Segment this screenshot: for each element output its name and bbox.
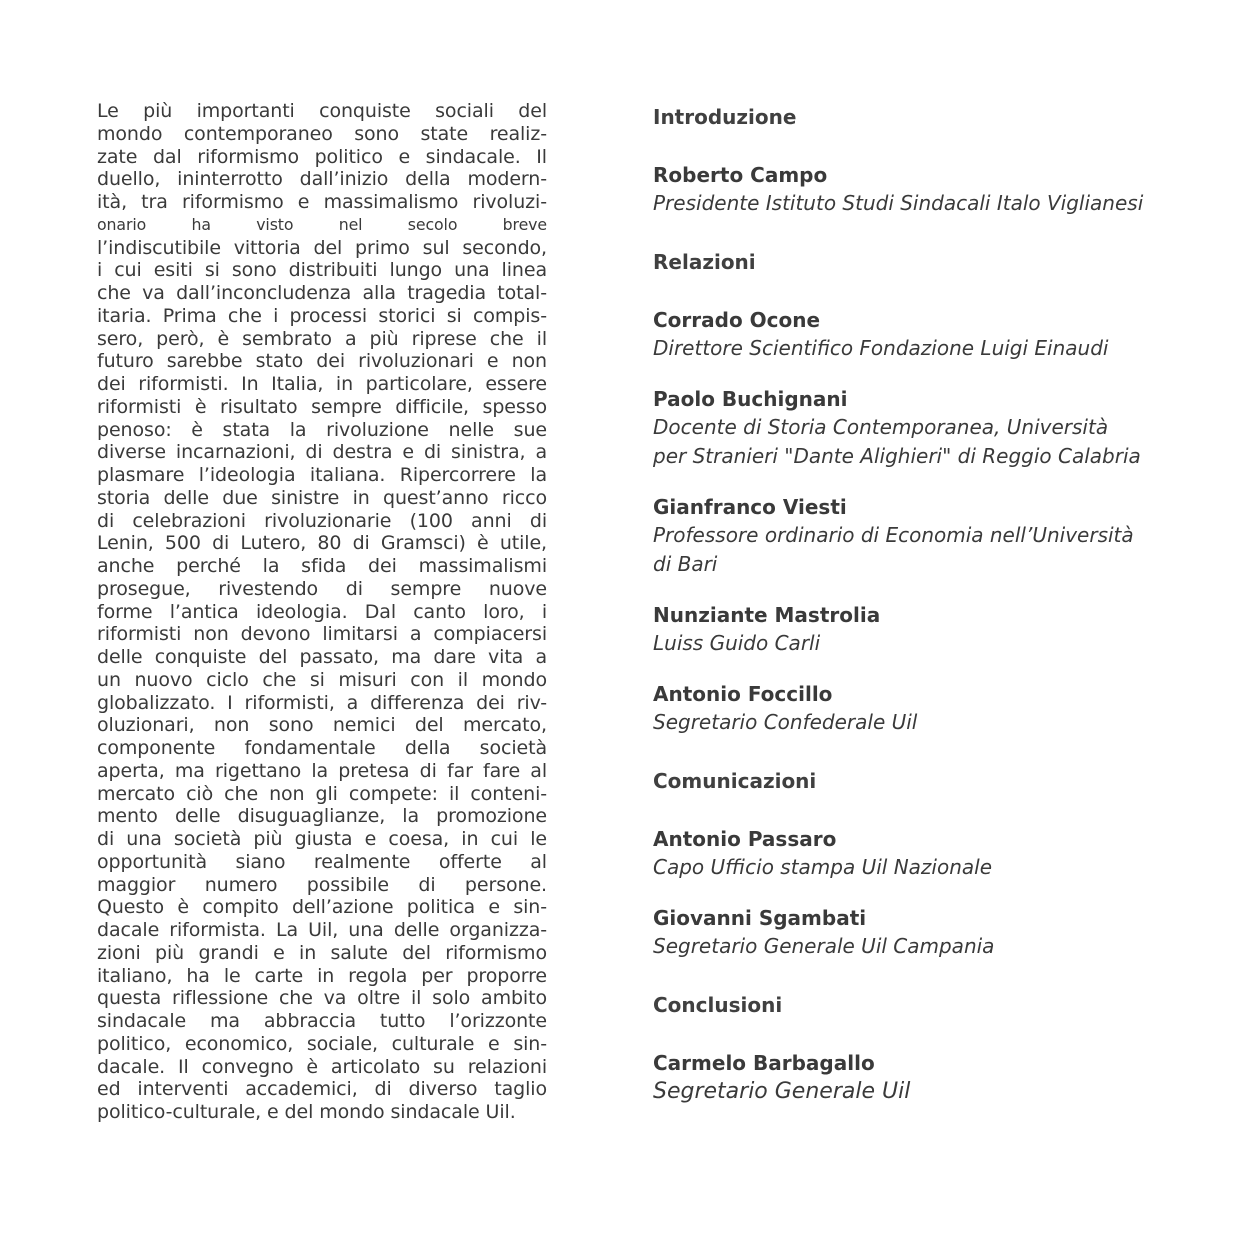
section-heading-introduzione: Introduzione xyxy=(653,105,797,129)
intro-line: che va dall’inconcludenza alla tragedia total- xyxy=(97,282,547,304)
intro-line: sero, però, è sembrato a più riprese che il xyxy=(97,327,547,350)
intro-line: politico-culturale, e del mondo sindacale Uil. xyxy=(97,1101,516,1123)
intro-line: Le più importanti conquiste sociali del xyxy=(97,100,547,122)
speaker-ocone xyxy=(653,306,1193,363)
intro-line: l’indiscutibile vittoria del primo sul secondo, xyxy=(97,236,547,259)
intro-line: mento delle disuguaglianze, la promozione xyxy=(97,805,547,828)
intro-line: anche perché la sfida dei massimalismi xyxy=(97,555,547,577)
speaker-foccillo xyxy=(653,680,1193,737)
intro-line: componente fondamentale della società xyxy=(97,737,547,759)
intro-paragraph xyxy=(97,100,547,1124)
intro-line: zate dal riformismo politico e sindacale. Il xyxy=(97,145,547,168)
intro-line: oluzionari, non sono nemici del mercato, xyxy=(97,714,547,737)
intro-line: questa riflessione che va oltre il solo ambito xyxy=(97,987,547,1010)
speaker-role: Segretario Generale Uil Campania xyxy=(653,934,995,958)
intro-line: mondo contemporaneo sono state realiz- xyxy=(97,122,547,145)
speaker-barbagallo xyxy=(653,1049,1193,1106)
intro-line: ità, tra riformismo e massimalismo rivoluzi- xyxy=(97,191,547,213)
intro-line: storia delle due sinistre in quest’anno ricco xyxy=(97,486,547,509)
intro-line: di una società più giusta e coesa, in cui le xyxy=(97,828,547,850)
speaker-name: Antonio Foccillo xyxy=(653,682,833,706)
speaker-name: Nunziante Mastrolia xyxy=(653,603,881,627)
intro-line: dei riformisti. In Italia, in particolare, essere xyxy=(97,373,547,395)
intro-line: politico, economico, sociale, culturale e sin- xyxy=(97,1032,547,1055)
intro-line: delle conquiste del passato, ma dare vita a xyxy=(97,646,547,668)
speaker-name: Gianfranco Viesti xyxy=(653,495,847,519)
speaker-role: Direttore Scientifico Fondazione Luigi Einaudi xyxy=(653,336,1109,360)
intro-line: italiano, ha le carte in regola per proporre xyxy=(97,964,547,987)
speaker-role: per Stranieri "Dante Alighieri" di Reggio Calabria xyxy=(653,444,1141,468)
intro-line: futuro sarebbe stato dei rivoluzionari e non xyxy=(97,350,547,373)
intro-line: aperta, ma rigettano la pretesa di far fare al xyxy=(97,759,547,782)
section-heading-relazioni: Relazioni xyxy=(653,250,756,274)
intro-line: dacale. Il convegno è articolato su relazioni xyxy=(97,1055,547,1078)
speaker-role: Segretario Generale Uil xyxy=(653,1079,911,1104)
intro-line: i cui esiti si sono distribuiti lungo una linea xyxy=(97,259,547,282)
speaker-name: Paolo Buchignani xyxy=(653,387,848,411)
speaker-role: Professore ordinario di Economia nell’Università xyxy=(653,523,1134,547)
speaker-sgambati xyxy=(653,904,1193,961)
speaker-name: Carmelo Barbagallo xyxy=(653,1051,875,1075)
speaker-role: Capo Ufficio stampa Uil Nazionale xyxy=(653,855,993,879)
intro-line: forme l’antica ideologia. Dal canto loro, i xyxy=(97,600,547,623)
speaker-role: di Bari xyxy=(653,552,718,576)
speaker-mastrolia xyxy=(653,601,1193,658)
intro-line: penoso: è stata la rivoluzione nelle sue xyxy=(97,418,547,441)
intro-line: itaria. Prima che i processi storici si compis- xyxy=(97,304,547,327)
speaker-buchignani xyxy=(653,385,1193,471)
intro-line: di celebrazioni rivoluzionarie (100 anni di xyxy=(97,509,547,532)
intro-line: maggior numero possibile di persone. xyxy=(97,873,547,896)
speaker-viesti xyxy=(653,493,1193,579)
intro-line: sindacale ma abbraccia tutto l’orizzonte xyxy=(97,1010,547,1032)
speaker-role: Docente di Storia Contemporanea, Università xyxy=(653,415,1109,439)
intro-line: riformisti non devono limitarsi a compiacersi xyxy=(97,623,547,646)
speaker-passaro xyxy=(653,825,1193,882)
intro-line: onario ha visto nel secolo breve xyxy=(97,214,547,234)
speaker-name: Giovanni Sgambati xyxy=(653,906,867,930)
intro-line: duello, ininterrotto dall’inizio della modern- xyxy=(97,168,547,191)
intro-line: un nuovo ciclo che si misuri con il mondo xyxy=(97,668,547,691)
intro-line: zioni più grandi e in salute del riformismo xyxy=(97,941,547,964)
intro-line: diverse incarnazioni, di destra e di sinistra, a xyxy=(97,441,547,464)
intro-line: globalizzato. I riformisti, a differenza dei riv- xyxy=(97,691,547,714)
intro-line: prosegue, rivestendo di sempre nuove xyxy=(97,577,547,600)
program-list xyxy=(653,103,1193,1106)
intro-line: plasmare l’ideologia italiana. Ripercorrere la xyxy=(97,464,547,486)
intro-line: mercato ciò che non gli compete: il conteni- xyxy=(97,782,547,805)
intro-line: ed interventi accademici, di diverso taglio xyxy=(97,1078,547,1101)
speaker-role: Luiss Guido Carli xyxy=(653,631,821,655)
speaker-name: Antonio Passaro xyxy=(653,827,837,851)
speaker-name: Corrado Ocone xyxy=(653,308,821,332)
speaker-campo xyxy=(653,161,1193,218)
speaker-name: Roberto Campo xyxy=(653,163,828,187)
speaker-role: Segretario Confederale Uil xyxy=(653,710,918,734)
intro-line: Lenin, 500 di Lutero, 80 di Gramsci) è utile, xyxy=(97,532,547,555)
speaker-role: Presidente Istituto Studi Sindacali Italo Viglianesi xyxy=(653,191,1144,215)
intro-line: Questo è compito dell’azione politica e sin- xyxy=(97,896,547,919)
intro-line: opportunità siano realmente offerte al xyxy=(97,850,547,873)
section-heading-conclusioni: Conclusioni xyxy=(653,993,783,1017)
section-heading-comunicazioni: Comunicazioni xyxy=(653,769,817,793)
intro-line: riformisti è risultato sempre difficile, spesso xyxy=(97,395,547,418)
intro-line: dacale riformista. La Uil, una delle organizza- xyxy=(97,919,547,941)
